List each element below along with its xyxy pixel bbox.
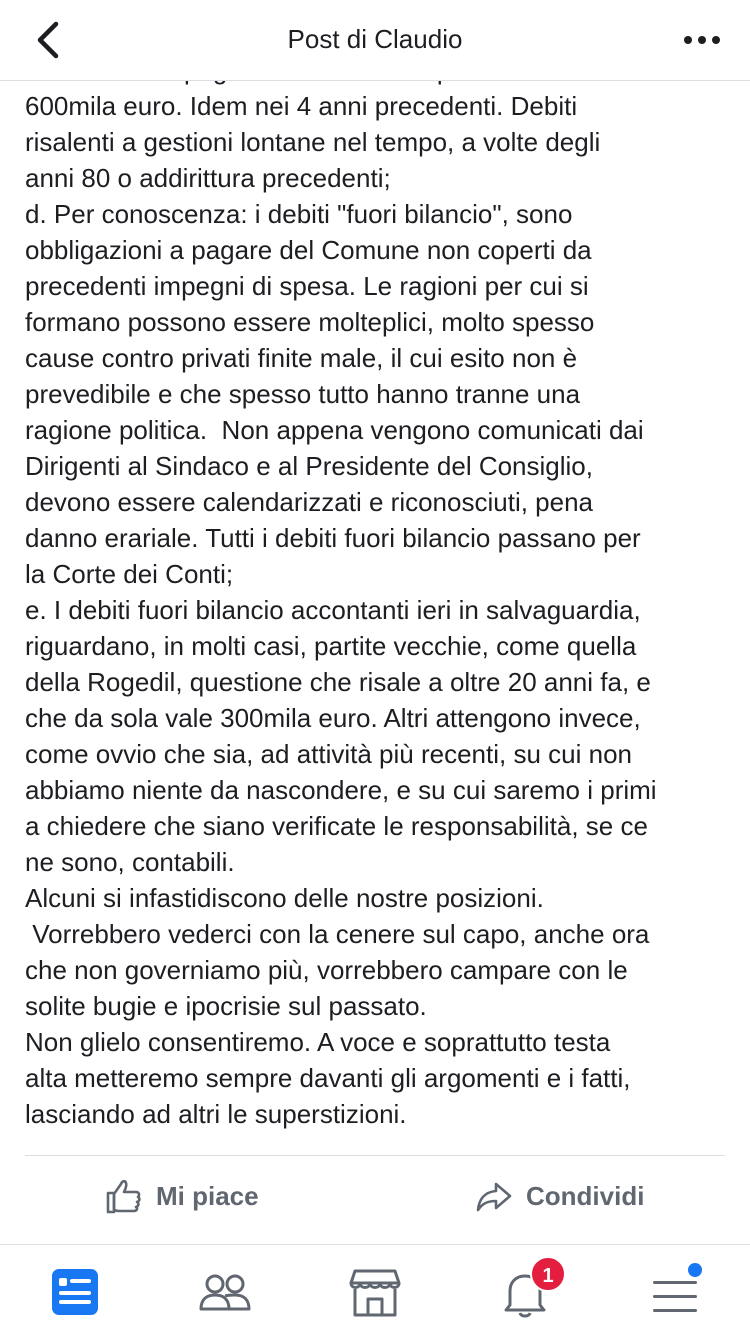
actions-divider <box>25 1155 725 1156</box>
more-options-button[interactable] <box>680 22 724 58</box>
like-label: Mi piace <box>156 1180 259 1211</box>
notifications-badge: 1 <box>530 1256 566 1292</box>
top-nav-bar <box>0 0 750 81</box>
share-button[interactable] <box>474 1172 644 1220</box>
thumbs-up-icon <box>104 1176 144 1216</box>
share-label: Condividi <box>526 1180 645 1211</box>
tab-friends[interactable] <box>195 1263 255 1323</box>
news-feed-icon <box>45 1263 105 1323</box>
marketplace-icon <box>345 1263 405 1323</box>
bottom-tab-bar <box>0 1244 750 1335</box>
tab-marketplace[interactable] <box>345 1263 405 1323</box>
post-text: 600mila euro. Idem nei 4 anni precedenti. Debiti risalenti a gestioni lontane nel tempo, a volte degli anni 80 o addirittura precedenti; d. Per conoscenza: i debiti "fuori bilancio", sono obbligazioni a pagare del Comune non coperti da precedenti impegni di spesa. Le ragioni per cui si formano possono essere molteplici, molto spesso cause contro privati finite male, il cui esito non è prevedibile e che spesso tutto hanno tranne una ragione politica. Non appena vengono comunicati dai Dirigenti al Sindaco e al Presidente del Consiglio, devono essere calendarizzati e riconosciuti, pena danno erariale. Tutti i debiti fuori bilancio passano per la Corte dei Conti; e. I debiti fuori bilancio accontanti ieri in salvaguardia, riguardano, in molti casi, partite vecchie, come quella della Rogedil, questione che risale a oltre 20 anni fa, e che da sola vale 300mila euro. Altri attengono invece, come ovvio che sia, ad attività più recenti, su cui non abbiamo niente da nascondere, e su cui saremo i primi a chiedere che siano verificate le responsabilità, se ce ne sono, contabili. Alcuni si infastidiscono delle nostre posizioni. Vorrebbero vederci con la cenere sul capo, anche ora che non governiamo più, vorrebbero campare con le solite bugie e ipocrisie sul passato. Non glielo consentiremo. A voce e soprattutto testa alta metteremo sempre davanti gli argomenti e i fatti, lasciando ad altri le superstizioni. <box>25 91 657 1129</box>
more-horizontal-icon <box>680 22 724 58</box>
tab-news-feed[interactable] <box>45 1263 105 1323</box>
friends-icon <box>195 1263 255 1323</box>
page-title: Post di Claudio <box>287 24 463 54</box>
menu-new-dot <box>688 1263 702 1277</box>
share-arrow-icon <box>474 1176 514 1216</box>
like-button[interactable] <box>104 1172 259 1220</box>
